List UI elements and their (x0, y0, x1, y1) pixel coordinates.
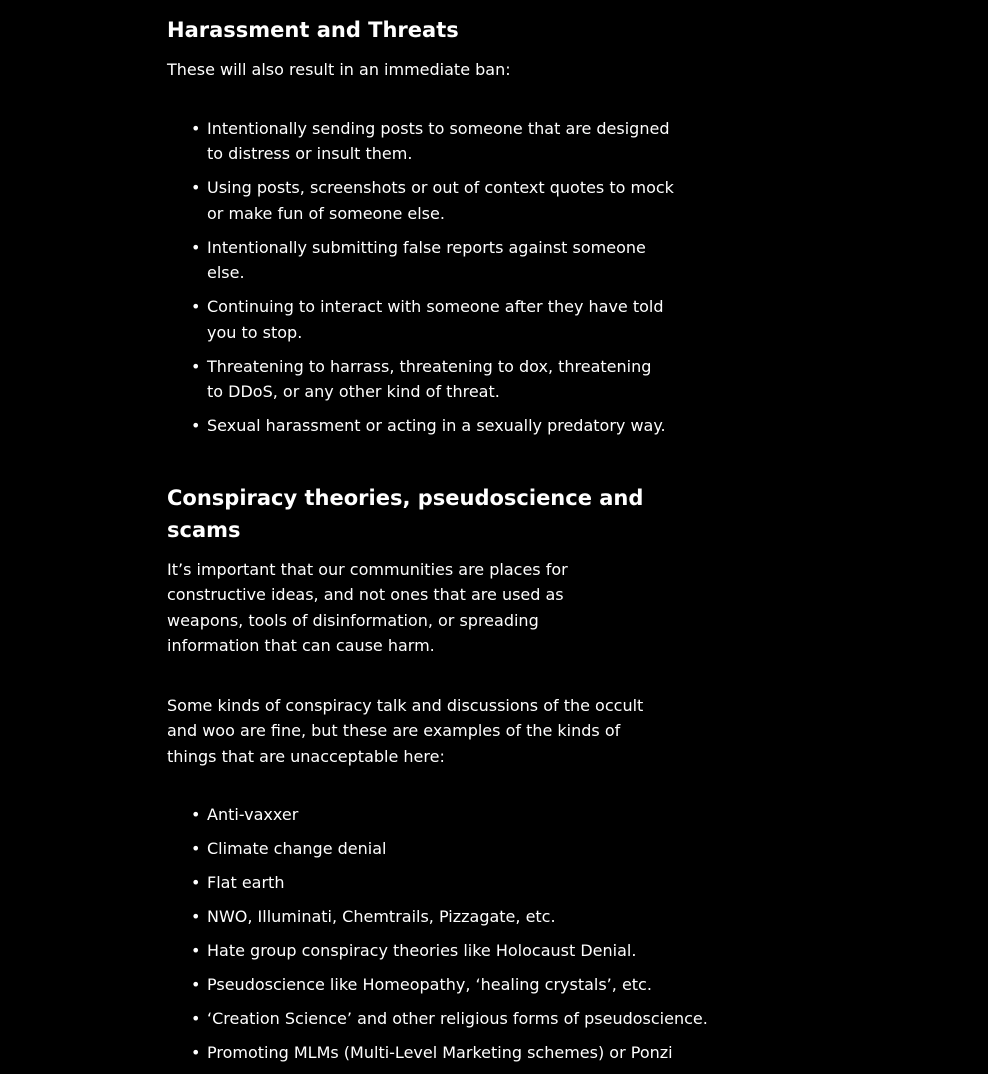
list-item: • Climate change denial (207, 836, 687, 862)
rules-content (167, 14, 708, 1074)
conspiracy-paragraph-2: Some kinds of conspiracy talk and discussions of the occult and woo are fine, but these are examples of the kinds of things that are unacceptable here: (167, 695, 644, 766)
harassment-intro: These will also result in an immediate ban: (167, 60, 511, 79)
list-item: • ‘Creation Science’ and other religious forms of pseudoscience. (207, 1006, 687, 1032)
list-item: • Flat earth (207, 870, 687, 896)
list-item: • Continuing to interact with someone after they have told you to stop. (207, 294, 677, 345)
list-item: • Intentionally sending posts to someone that are designed to distress or insult them. (207, 116, 677, 167)
list-item: • Anti-vaxxer (207, 802, 687, 828)
list-item: • Hate group conspiracy theories like Holocaust Denial. (207, 938, 687, 964)
list-item: • Sexual harassment or acting in a sexually predatory way. (207, 413, 677, 439)
list-item: • Threatening to harrass, threatening to dox, threatening to DDoS, or any other kind of threat. (207, 354, 657, 405)
harassment-list (167, 116, 687, 439)
section-heading-conspiracy: Conspiracy theories, pseudoscience and scams (167, 485, 644, 542)
conspiracy-list (167, 802, 708, 1066)
conspiracy-paragraph-1: It’s important that our communities are places for constructive ideas, and not ones that are used as weapons, tools of disinformation, or spreading information that can cause harm. (167, 559, 568, 655)
list-item: • NWO, Illuminati, Chemtrails, Pizzagate, etc. (207, 904, 687, 930)
list-item: • Promoting MLMs (Multi-Level Marketing schemes) or Ponzi (207, 1040, 687, 1066)
section-heading-harassment: Harassment and Threats (167, 18, 459, 42)
list-item: • Pseudoscience like Homeopathy, ‘healing crystals’, etc. (207, 972, 687, 998)
list-item: • Intentionally submitting false reports against someone else. (207, 235, 677, 286)
list-item: • Using posts, screenshots or out of context quotes to mock or make fun of someone else. (207, 175, 677, 226)
